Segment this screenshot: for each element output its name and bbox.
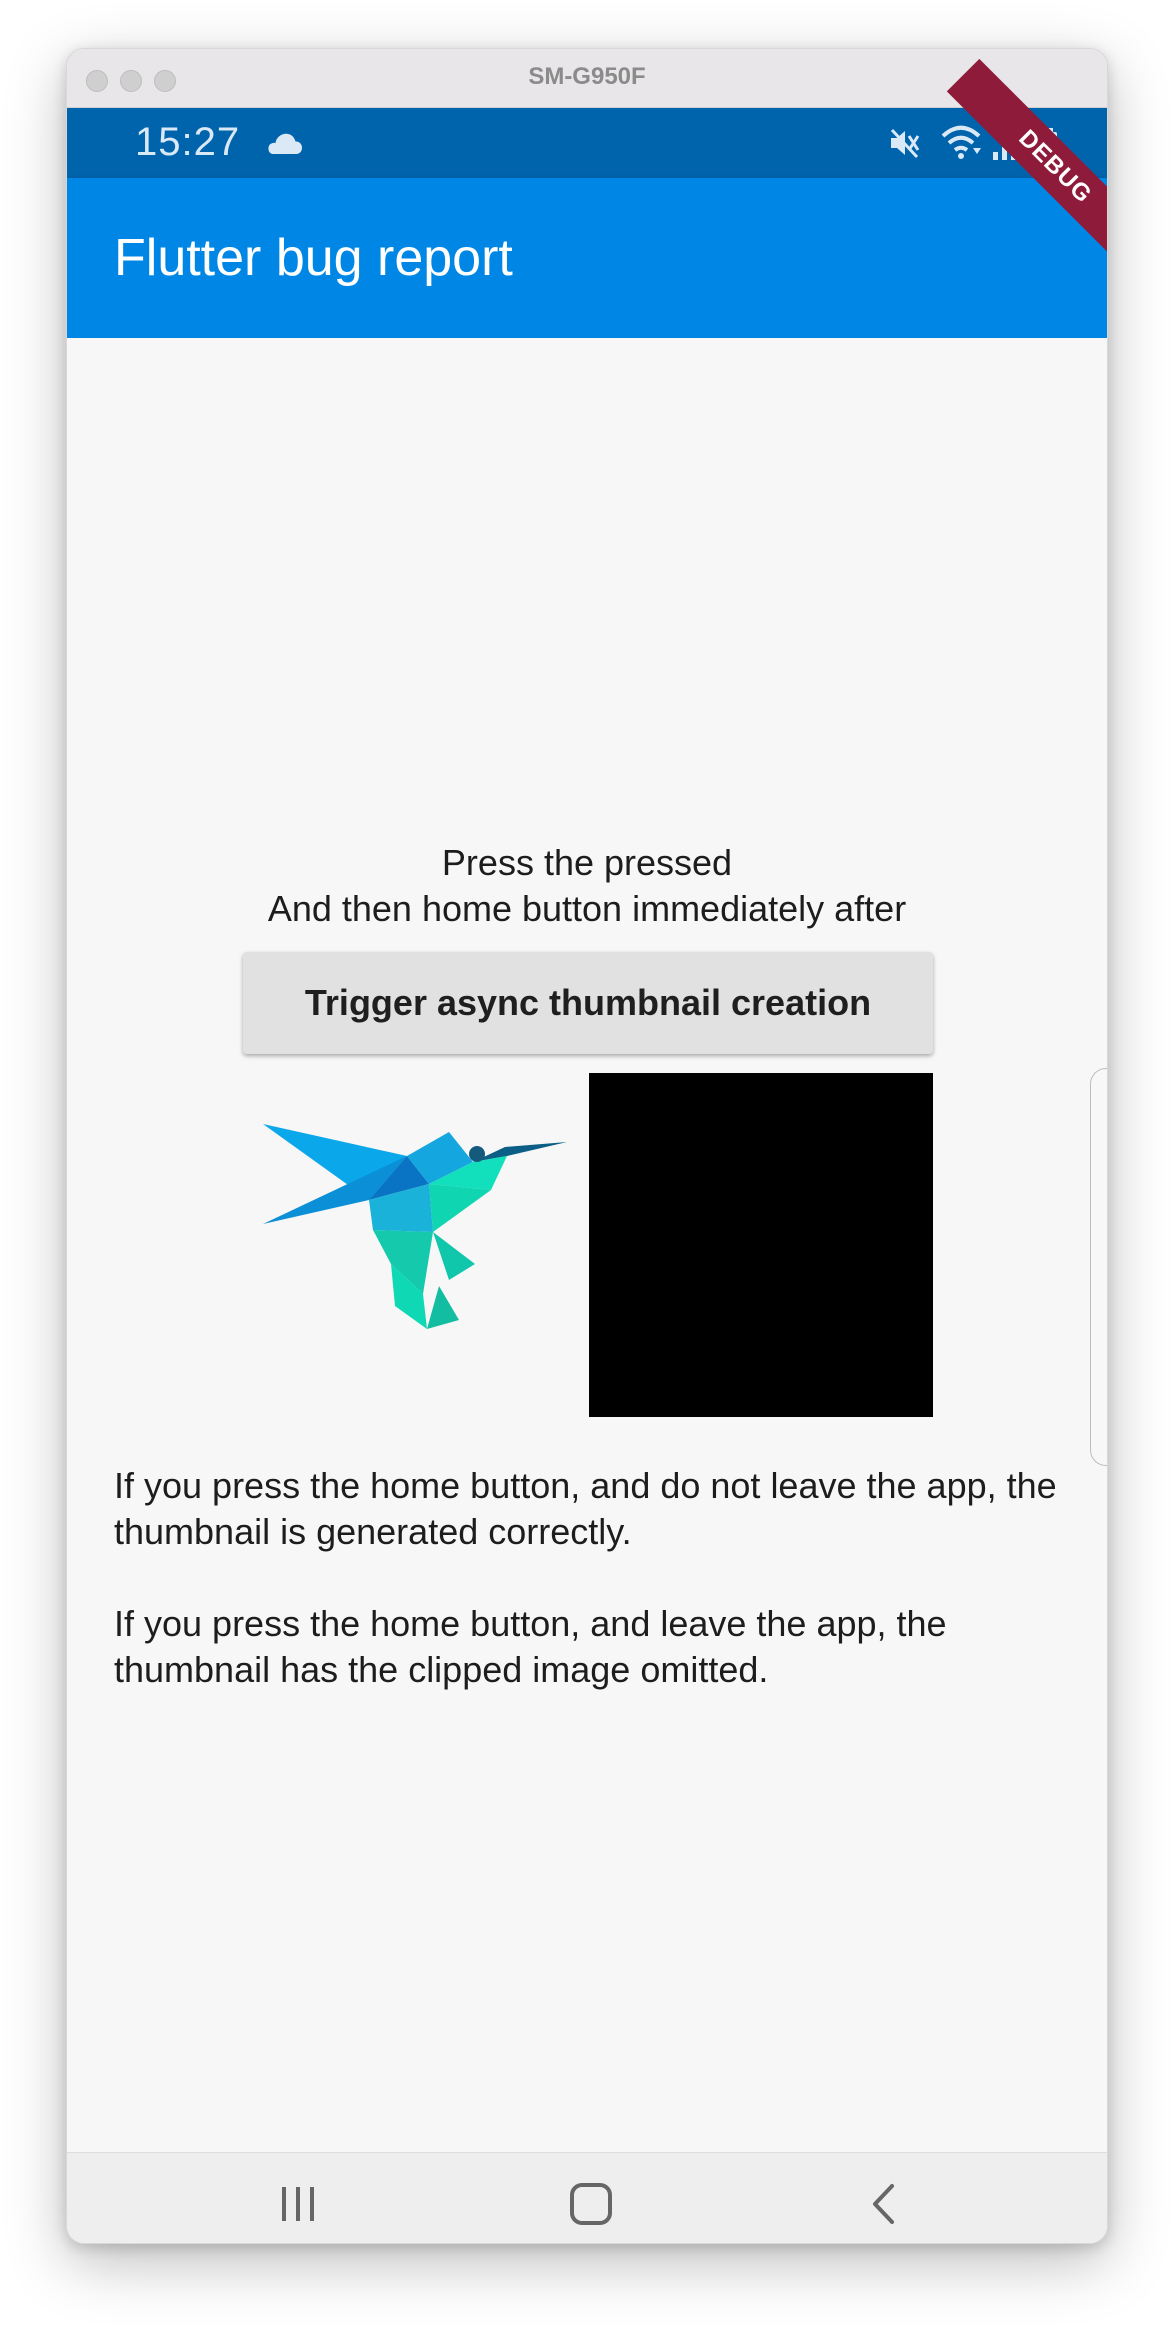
- recents-icon: [275, 2181, 321, 2227]
- wifi-icon: [939, 124, 983, 162]
- cloud-icon: [263, 132, 303, 156]
- debug-banner: DEBUG: [947, 59, 1108, 275]
- edge-panel-handle[interactable]: [1090, 1068, 1107, 1466]
- app-title: Flutter bug report: [114, 229, 513, 287]
- thumbnail-preview: [589, 1073, 933, 1417]
- instruction-line-1: Press the pressed: [441, 842, 733, 883]
- home-button[interactable]: [568, 2181, 614, 2227]
- window-title: SM-G950F: [528, 63, 646, 90]
- android-status-bar: [67, 108, 1107, 178]
- recents-button[interactable]: [275, 2181, 321, 2227]
- instruction-text: [67, 840, 1107, 932]
- hummingbird-icon: [263, 1080, 573, 1330]
- instruction-line-2: And then home button immediately after: [267, 888, 907, 929]
- mute-icon: [887, 126, 921, 160]
- app-body: [67, 338, 1107, 2152]
- back-icon: [861, 2181, 907, 2227]
- window-titlebar: [67, 49, 1107, 108]
- phone-emulator-window: [66, 48, 1108, 2244]
- status-time: 15:27: [135, 120, 241, 164]
- description-paragraph-2: If you press the home button, and leave the app, the thumbnail has the clipped image omitted.: [114, 1603, 947, 1690]
- back-button[interactable]: [861, 2181, 907, 2227]
- android-navigation-bar: [67, 2152, 1107, 2243]
- home-icon: [568, 2181, 614, 2227]
- trigger-thumbnail-button[interactable]: Trigger async thumbnail creation: [243, 952, 933, 1054]
- app-bar: [67, 178, 1107, 338]
- description-paragraph-1: If you press the home button, and do not leave the app, the thumbnail is generated correctly.: [114, 1465, 1057, 1552]
